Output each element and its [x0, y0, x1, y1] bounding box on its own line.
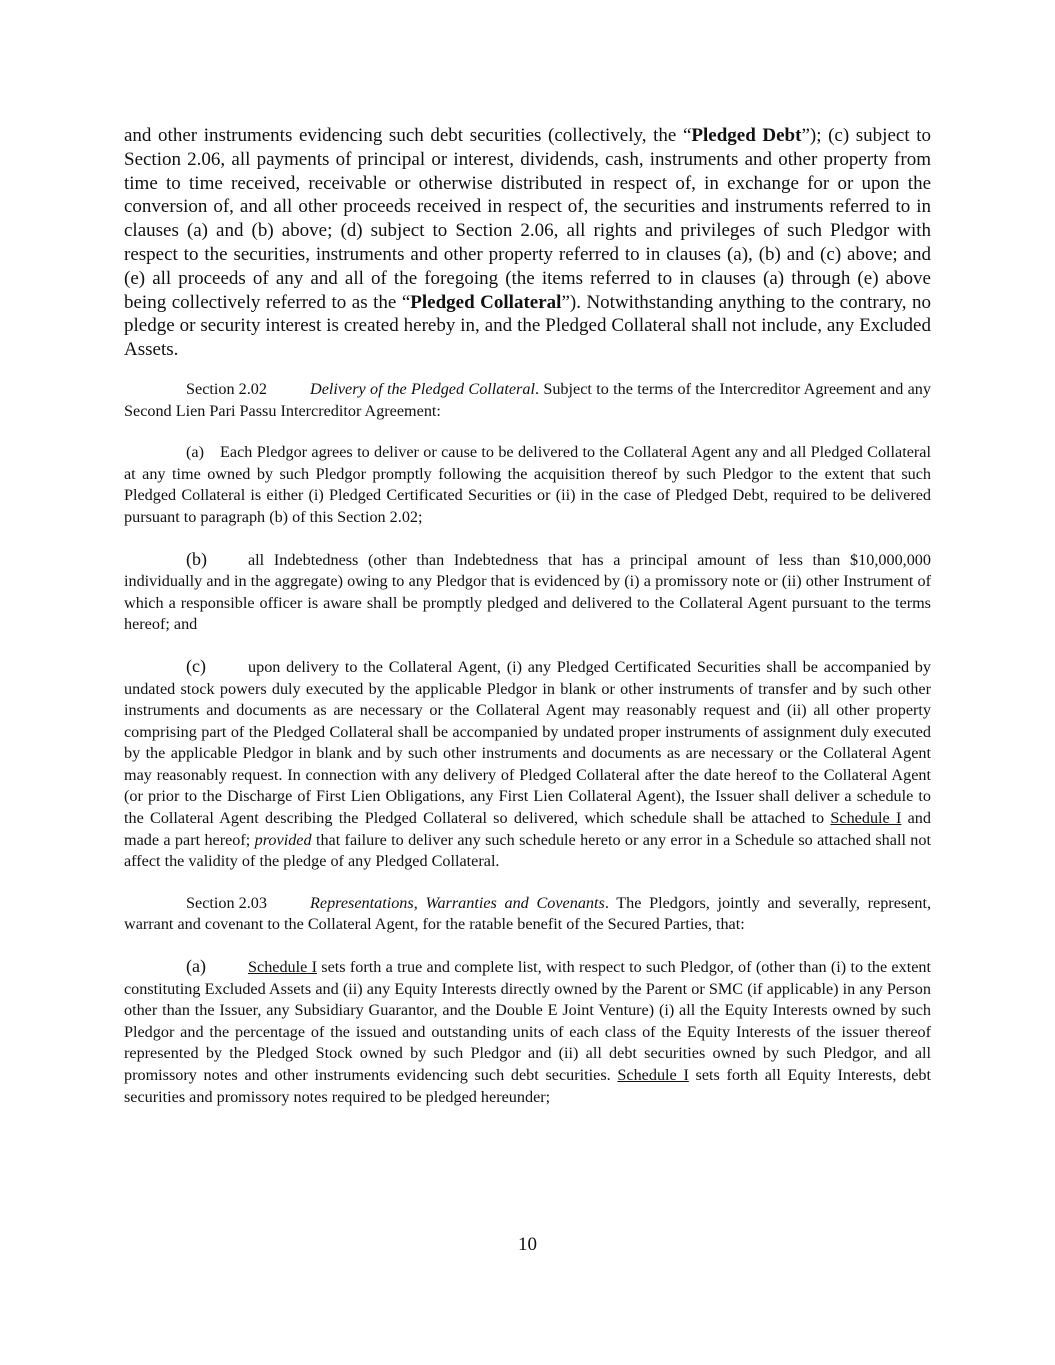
clause-a-representations-paragraph — [124, 956, 931, 1108]
defined-term-pledged-debt: Pledged Debt — [691, 125, 802, 146]
text-run: . The Pledgors, jointly and severally, represent, warrant and covenant to the Collateral Agent, for the ratable benefit of the Secured Parties, that: — [124, 893, 932, 934]
text-run: upon delivery to the Collateral Agent, (i) any Pledged Certificated Securities shall be accompanied by undated stock powers duly executed by the applicable Pledgor in blank or other instruments of transfer and by such other instruments and documents as are necessary or the Collateral Agent may reasonably request and (ii) all other property comprising part of the Pledged Collateral shall be accompanied by undated proper instruments of assignment duly executed by the applicable Pledgor in blank and by such other instruments and documents as are necessary or the Collateral Agent may reasonably request. In connection with any delivery of Pledged Collateral after the date hereof to the Collateral Agent (or prior to the Discharge of First Lien Obligations, any First Lien Collateral Agent), the Issuer shall deliver a schedule to the Collateral Agent describing the Pledged Collateral so delivered, which schedule shall be attached to — [124, 657, 931, 828]
clause-b-paragraph — [124, 549, 931, 636]
text-run: and other instruments evidencing such debt securities (collectively, the “ — [124, 125, 692, 146]
text-run: that failure to deliver any such schedule hereto or any error in a Schedule so attached shall not affect the validity of the pledge of any Pledged Collateral. — [124, 830, 931, 871]
section-2-02-heading-paragraph — [124, 379, 931, 422]
text-run: all Indebtedness (other than Indebtedness that has a principal amount of less than $10,000,000 individually and in the aggregate) owing to any Pledgor that is evidenced by (i) a promissory note or (ii) other Instrument of which a responsible officer is aware shall be promptly pledged and delivered to the Collateral Agent pursuant to the terms hereof; and — [124, 550, 931, 634]
italic-term: provided — [254, 830, 312, 849]
continuation-paragraph — [124, 124, 931, 362]
clause-label: (b) — [186, 548, 207, 569]
schedule-reference: Schedule I — [248, 958, 318, 977]
text-run: . Subject to the terms of the Intercreditor Agreement and any Second Lien Pari Passu Intercreditor Agreement: — [124, 379, 931, 420]
section-number: Section 2.02 — [186, 379, 267, 398]
section-title: Delivery of the Pledged Collateral — [310, 379, 535, 398]
section-number: Section 2.03 — [186, 893, 267, 912]
defined-term-pledged-collateral: Pledged Collateral — [410, 291, 562, 313]
schedule-reference: Schedule I — [830, 809, 902, 828]
text-run: ”); (c) subject to Section 2.06, all payments of principal or interest, dividends, cash, instruments and other property from time to time received, receivable or otherwise distributed in respect of, in exchange for or upon the conversion of, and all other proceeds received in respect of, the securities and instruments referred to in clauses (a) and (b) above; (d) subject to Section 2.06, all rights and privileges of such Pledgor with respect to the securities, instruments and other property referred to in clauses (a), (b) and (c) above; and (e) all proceeds of any and all of the foregoing (the items referred to in clauses (a) through (e) above being collectively referred to as the “ — [124, 125, 931, 313]
section-title: Warranties and Covenants — [425, 893, 605, 912]
document-page — [124, 124, 931, 1108]
clause-a-paragraph — [124, 442, 931, 528]
schedule-reference: Schedule I — [617, 1066, 689, 1084]
text-run: sets forth all Equity Interests, debt securities and promissory notes required to be pledged hereunder; — [124, 1066, 931, 1106]
clause-label: (c) — [186, 655, 206, 676]
page-number: 10 — [518, 1234, 537, 1255]
text-run: sets forth a true and complete list, with respect to such Pledgor, of (other than (i) to the extent constituting Excluded Assets and (ii) any Equity Interests directly owned by the Parent or SMC (if applicable) in any Person other than the Issuer, any Subsidiary Guarantor, and the Double E Joint Venture) (i) all the Equity Interests owned by such Pledgor and the percentage of the issued and outstanding units of each class of the Equity Interests of the issuer thereof represented by the Pledged Stock owned by such Pledgor and (ii) all debt securities owned by such Pledgor, and all promissory notes and other instruments evidencing such debt securities. — [124, 958, 931, 1084]
clause-label: (a) — [186, 443, 204, 462]
text-run: and made a part hereof; — [124, 809, 931, 849]
text-run: , — [413, 893, 426, 912]
clause-label: (a) — [186, 956, 206, 977]
section-title: Representations — [310, 893, 414, 912]
clause-c-paragraph — [124, 656, 931, 873]
text-run: ”). Notwithstanding anything to the contrary, no pledge or security interest is created hereby in, and the Pledged Collateral shall not include, any Excluded Assets. — [124, 291, 931, 361]
text-run: Each Pledgor agrees to deliver or cause to be delivered to the Collateral Agent any and all Pledged Collateral at any time owned by such Pledgor promptly following the acquisition thereof by such Pledgor to the extent that such Pledged Collateral is either (i) Pledged Certificated Securities or (ii) in the case of Pledged Debt, required to be delivered pursuant to paragraph (b) of this Section 2.02; — [124, 443, 931, 526]
section-2-03-heading-paragraph — [124, 893, 931, 936]
